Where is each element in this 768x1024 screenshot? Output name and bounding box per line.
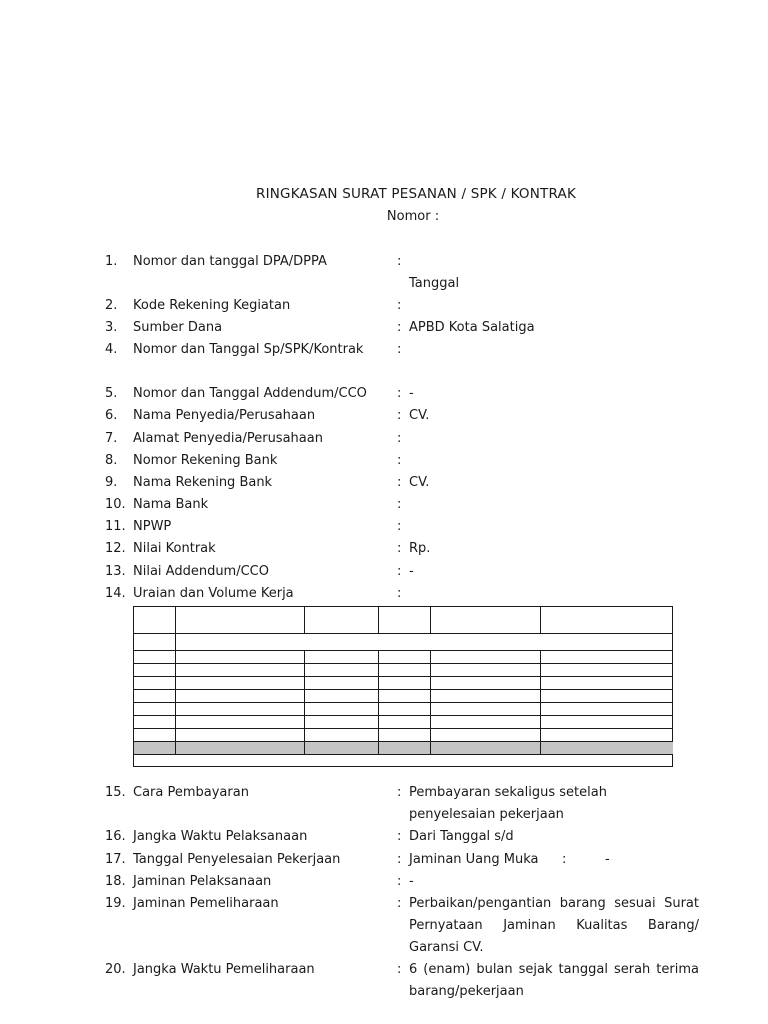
document-title: RINGKASAN SURAT PESANAN / SPK / KONTRAK: [255, 186, 576, 202]
table-cell: [133, 702, 175, 715]
item-value: 6 (enam) bulan sejak tanggal serah terima: [409, 962, 699, 977]
item-colon: :: [397, 453, 402, 468]
table-cell: [175, 689, 304, 702]
item-number: 19.: [105, 896, 126, 911]
table-cell: [304, 728, 378, 741]
item-value: Jaminan Uang Muka: [409, 852, 539, 867]
item-value: CV.: [409, 408, 430, 423]
item-number: 8.: [105, 453, 118, 468]
table-cell: [378, 689, 430, 702]
table-cell: [175, 650, 304, 663]
item-label: Tanggal Penyelesaian Pekerjaan: [133, 852, 341, 867]
item-value-continued: Pernyataan Jaminan Kualitas Barang/: [409, 918, 699, 933]
item-colon: :: [397, 342, 402, 357]
item-number: 14.: [105, 586, 126, 601]
table-cell: [304, 663, 378, 676]
table-cell: [540, 663, 673, 676]
item-colon: :: [397, 320, 402, 335]
item-number: 10.: [105, 497, 126, 512]
table-cell: [430, 676, 540, 689]
table-cell: [133, 715, 175, 728]
item-colon: :: [397, 541, 402, 556]
table-cell: [430, 606, 540, 633]
item-number: 1.: [105, 254, 118, 269]
table-cell: [540, 715, 673, 728]
table-cell: [430, 741, 540, 754]
table-cell: [133, 633, 175, 650]
item-colon: :: [397, 962, 402, 977]
item-value-date-label: Tanggal: [409, 276, 460, 291]
table-cell: [175, 715, 304, 728]
table-cell: [133, 606, 175, 633]
item-number: 18.: [105, 874, 126, 889]
table-cell: [430, 650, 540, 663]
item-value-continued: barang/pekerjaan: [409, 984, 524, 999]
item-value-continued: penyelesaian pekerjaan: [409, 807, 564, 822]
table-cell: [175, 606, 304, 633]
table-cell: [133, 741, 175, 754]
item-colon: :: [397, 586, 402, 601]
item-colon: :: [397, 896, 402, 911]
item-colon: :: [397, 254, 402, 269]
table-cell: [430, 715, 540, 728]
table-cell: [378, 606, 430, 633]
table-cell: [304, 606, 378, 633]
item-label: Jangka Waktu Pemeliharaan: [133, 962, 315, 977]
item-number: 13.: [105, 564, 126, 579]
table-cell: [378, 650, 430, 663]
table-cell: [304, 715, 378, 728]
item-value: -: [409, 386, 414, 401]
table-cell: [304, 676, 378, 689]
item-colon: :: [397, 475, 402, 490]
item-label: Jangka Waktu Pelaksanaan: [133, 829, 308, 844]
table-cell: [378, 702, 430, 715]
table-cell: [133, 689, 175, 702]
item-colon: :: [397, 431, 402, 446]
item-colon: :: [397, 852, 402, 867]
item-colon: :: [397, 386, 402, 401]
item-value-continued: Garansi CV.: [409, 940, 484, 955]
item-label: Jaminan Pemeliharaan: [133, 896, 279, 911]
item-number: 5.: [105, 386, 118, 401]
item-label: Sumber Dana: [133, 320, 223, 335]
item-number: 12.: [105, 541, 126, 556]
item-value: Dari Tanggal s/d: [409, 829, 514, 844]
item-value: -: [409, 564, 414, 579]
item-number: 4.: [105, 342, 118, 357]
table-cell: [304, 741, 378, 754]
item-label: Nama Rekening Bank: [133, 475, 273, 490]
item-label: Nama Bank: [133, 497, 209, 512]
item-colon: :: [397, 874, 402, 889]
table-cell: [378, 715, 430, 728]
table-cell: [430, 702, 540, 715]
table-cell: [304, 702, 378, 715]
table-cell: [133, 728, 175, 741]
item-label: NPWP: [133, 519, 172, 534]
table-cell: [430, 728, 540, 741]
item-value: APBD Kota Salatiga: [409, 320, 535, 335]
item-label: Nomor dan Tanggal Sp/SPK/Kontrak: [133, 342, 364, 357]
item-label: Alamat Penyedia/Perusahaan: [133, 431, 323, 446]
table-cell: [430, 663, 540, 676]
item-value-dash: -: [605, 852, 610, 867]
item-value: Perbaikan/pengantian barang sesuai Surat: [409, 896, 699, 911]
item-colon: :: [397, 564, 402, 579]
table-cell: [378, 728, 430, 741]
document-number-label: Nomor :: [386, 209, 440, 224]
table-cell: [540, 676, 673, 689]
item-colon: :: [397, 785, 402, 800]
table-cell: [540, 741, 673, 754]
table-cell: [175, 741, 304, 754]
table-cell: [304, 650, 378, 663]
item-label: Cara Pembayaran: [133, 785, 249, 800]
work-volume-table: [133, 606, 673, 767]
item-number: 17.: [105, 852, 126, 867]
item-label: Jaminan Pelaksanaan: [133, 874, 272, 889]
item-number: 9.: [105, 475, 118, 490]
item-label: Nomor dan Tanggal Addendum/CCO: [133, 386, 367, 401]
table-cell: [540, 650, 673, 663]
table-cell: [540, 606, 673, 633]
table-cell: [540, 728, 673, 741]
table-cell: [175, 633, 673, 650]
item-colon: :: [397, 519, 402, 534]
table-cell: [133, 676, 175, 689]
table-cell: [133, 754, 673, 767]
table-cell: [378, 676, 430, 689]
item-colon: :: [397, 408, 402, 423]
item-label: Nilai Kontrak: [133, 541, 216, 556]
table-cell: [304, 689, 378, 702]
item-colon: :: [397, 298, 402, 313]
table-cell: [175, 702, 304, 715]
table-cell: [133, 663, 175, 676]
item-number: 20.: [105, 962, 126, 977]
item-number: 3.: [105, 320, 118, 335]
table-cell: [175, 728, 304, 741]
table-cell: [175, 676, 304, 689]
item-value-colon: :: [562, 852, 567, 867]
table-cell: [430, 689, 540, 702]
table-cell: [175, 663, 304, 676]
table-cell: [133, 650, 175, 663]
item-colon: :: [397, 497, 402, 512]
item-value: -: [409, 874, 414, 889]
item-value: CV.: [409, 475, 430, 490]
item-label: Kode Rekening Kegiatan: [133, 298, 291, 313]
item-number: 7.: [105, 431, 118, 446]
item-label: Nomor dan tanggal DPA/DPPA: [133, 254, 327, 269]
item-number: 16.: [105, 829, 126, 844]
item-number: 6.: [105, 408, 118, 423]
item-label: Nama Penyedia/Perusahaan: [133, 408, 316, 423]
item-number: 11.: [105, 519, 126, 534]
item-label: Uraian dan Volume Kerja: [133, 586, 294, 601]
item-label: Nilai Addendum/CCO: [133, 564, 269, 579]
item-number: 15.: [105, 785, 126, 800]
table-cell: [378, 663, 430, 676]
item-label: Nomor Rekening Bank: [133, 453, 278, 468]
table-cell: [540, 689, 673, 702]
table-cell: [378, 741, 430, 754]
item-colon: :: [397, 829, 402, 844]
table-cell: [540, 702, 673, 715]
item-value: Pembayaran sekaligus setelah: [409, 785, 607, 800]
item-value: Rp.: [409, 541, 431, 556]
item-number: 2.: [105, 298, 118, 313]
